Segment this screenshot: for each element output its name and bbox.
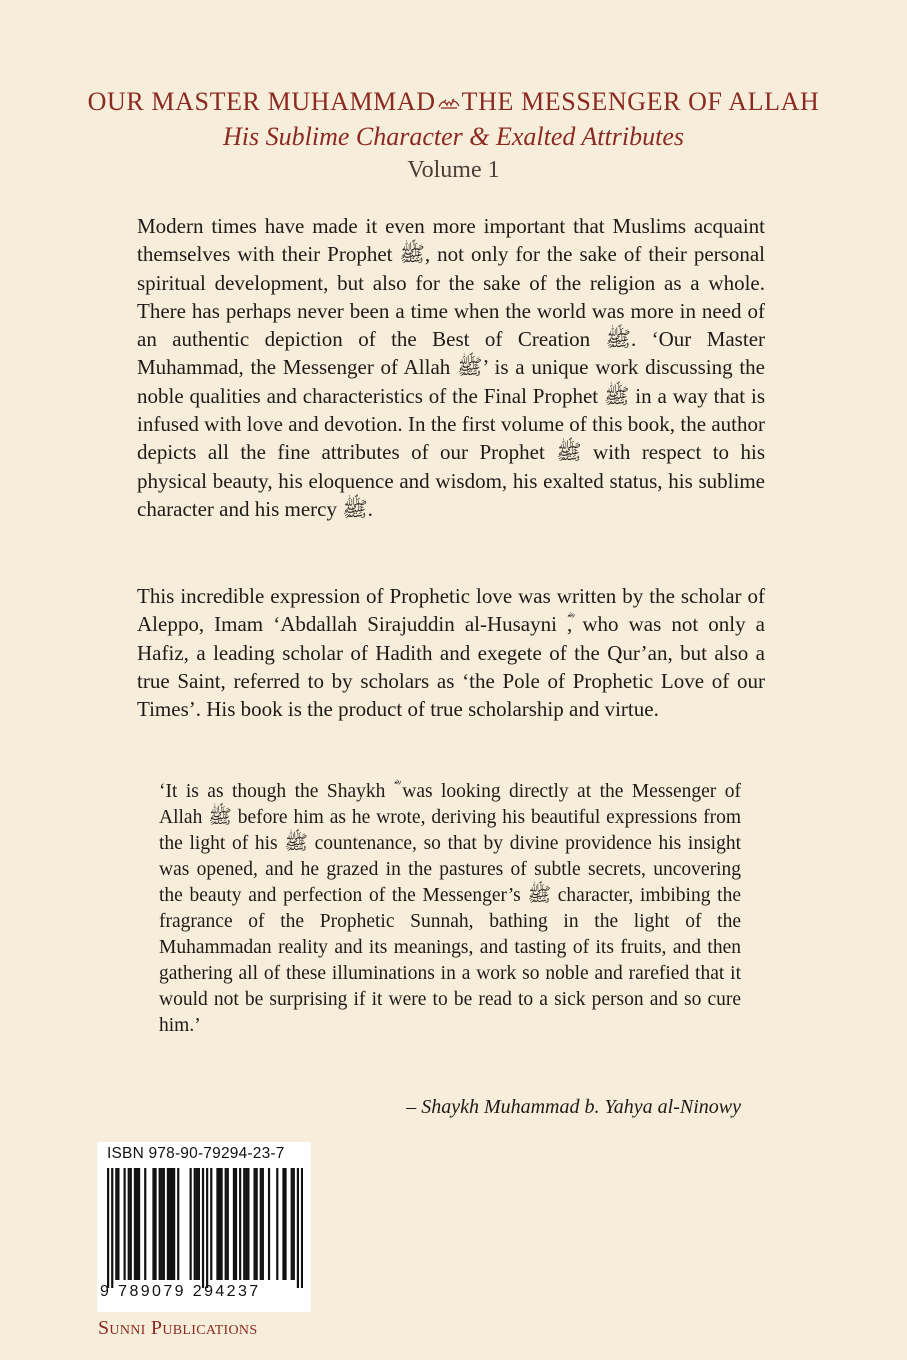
barcode-bar <box>206 1168 208 1288</box>
barcode-bar <box>202 1168 204 1288</box>
barcode-bar <box>124 1168 126 1280</box>
barcode-bar <box>293 1168 295 1280</box>
barcode-bar <box>144 1168 146 1280</box>
publisher-name: Sunni Publications <box>98 1317 258 1339</box>
barcode-bar <box>117 1168 119 1280</box>
salutation-calligraphy-icon <box>438 96 460 110</box>
barcode-bar <box>177 1168 179 1280</box>
quote-attribution: – Shaykh Muhammad b. Yahya al-Ninowy <box>406 1096 741 1118</box>
description-paragraph-1: Modern times have made it even more important that Muslims acquaint themselves with their Prophet ﷺ, not only for the sake of their personal spiritual development, but also for the sake of the religion as a whole. There has perhaps never been a time when the world was more in need of an authentic depiction of the Best of Creation ﷺ. ‘Our Master Muhammad, the Messenger of Allah ﷺ’ is a unique work discussing the noble qualities and characteristics of the Final Prophet ﷺ in a way that is infused with love and devotion. In the first volume of this book, the author depicts all the fine attributes of our Prophet ﷺ with respect to his physical beauty, his eloquence and wisdom, his exalted status, his sublime character and his mercy ﷺ. <box>137 214 766 521</box>
title-part-1: OUR MASTER MUHAMMAD <box>87 87 436 116</box>
barcode-bar <box>128 1168 130 1280</box>
barcode-bar <box>171 1168 173 1280</box>
book-subtitle: His Sublime Character & Exalted Attributes <box>223 122 684 151</box>
barcode-bar <box>247 1168 249 1280</box>
barcode-bar <box>152 1168 154 1280</box>
barcode-bar <box>198 1168 200 1280</box>
barcode-bar <box>225 1168 227 1280</box>
barcode-bar <box>282 1168 284 1280</box>
barcode-bar <box>276 1168 278 1280</box>
barcode-bar <box>284 1168 286 1280</box>
barcode-bar <box>154 1168 156 1280</box>
barcode-bar <box>291 1168 293 1280</box>
volume-label: Volume 1 <box>407 157 500 183</box>
barcode-bar <box>194 1168 196 1280</box>
barcode-bar <box>136 1168 138 1280</box>
barcode-bar <box>239 1168 241 1280</box>
barcode-bar <box>256 1168 258 1280</box>
isbn-label: ISBN 978-90-79294-23-7 <box>107 1145 285 1162</box>
barcode-bar <box>163 1168 165 1280</box>
endorsement-quote: ‘It is as though the Shaykh ؓ was looking directly at the Messenger of Allah ﷺ before him as he wrote, deriving his beautiful expressions from the light of his ﷺ countenance, so that by divine providence his insight was opened, and he grazed in the pastures of subtle secrets, uncovering the beauty and perfection of the Messenger’s ﷺ character, imbibing the fragrance of the Prophetic Sunnah, bathing in the light of the Muhammadan reality and its meanings, and tasting of its fruits, and then gathering all of these illuminations in a work so noble and rarefied that it would not be surprising if it were to be read to a sick person and so cure him.’ <box>159 781 742 1036</box>
barcode-bar <box>210 1168 212 1280</box>
barcode-bar <box>111 1168 113 1288</box>
barcode-bar <box>233 1168 235 1280</box>
barcode-bar <box>190 1168 192 1280</box>
barcode-bar <box>138 1168 140 1280</box>
barcode-bar <box>130 1168 132 1280</box>
barcode-bar <box>227 1168 229 1280</box>
barcode-bar <box>196 1168 198 1280</box>
barcode-bar <box>220 1168 222 1280</box>
barcode-bar <box>107 1168 109 1288</box>
barcode-bar <box>243 1168 245 1280</box>
barcode-bar <box>161 1168 163 1280</box>
barcode-bar <box>262 1168 264 1280</box>
barcode-bar <box>301 1168 303 1288</box>
barcode-bar <box>260 1168 262 1280</box>
book-title <box>0 84 907 120</box>
barcode-bar <box>167 1168 169 1280</box>
barcode-bar <box>218 1168 220 1280</box>
barcode-digits: 9 789079 294237 <box>100 1283 261 1300</box>
description-paragraph-2: This incredible expression of Prophetic love was written by the scholar of Aleppo, Imam ‘Abdallah Sirajuddin al-Husayni ؓ, who was not only a Hafiz, a leading scholar of Hadith and exegete of the Qur’an, but also a true Saint, referred to by scholars as ‘the Pole of Prophetic Love of our Times’. His book is the product of true scholarship and virtue. <box>137 584 765 722</box>
barcode-image <box>107 1168 303 1288</box>
barcode-bar <box>169 1168 171 1280</box>
barcode-bar <box>115 1168 117 1280</box>
barcode-bar <box>297 1168 299 1288</box>
title-part-2: THE MESSENGER OF ALLAH <box>461 87 820 116</box>
barcode-bar <box>173 1168 175 1280</box>
barcode-bar <box>245 1168 247 1280</box>
barcode-bar <box>253 1168 255 1280</box>
barcode-bar <box>159 1168 161 1280</box>
barcode-bar <box>216 1168 218 1280</box>
barcode-bar <box>268 1168 270 1280</box>
barcode-bar <box>134 1168 136 1280</box>
barcode-panel <box>97 1142 311 1312</box>
barcode-bar <box>235 1168 237 1280</box>
